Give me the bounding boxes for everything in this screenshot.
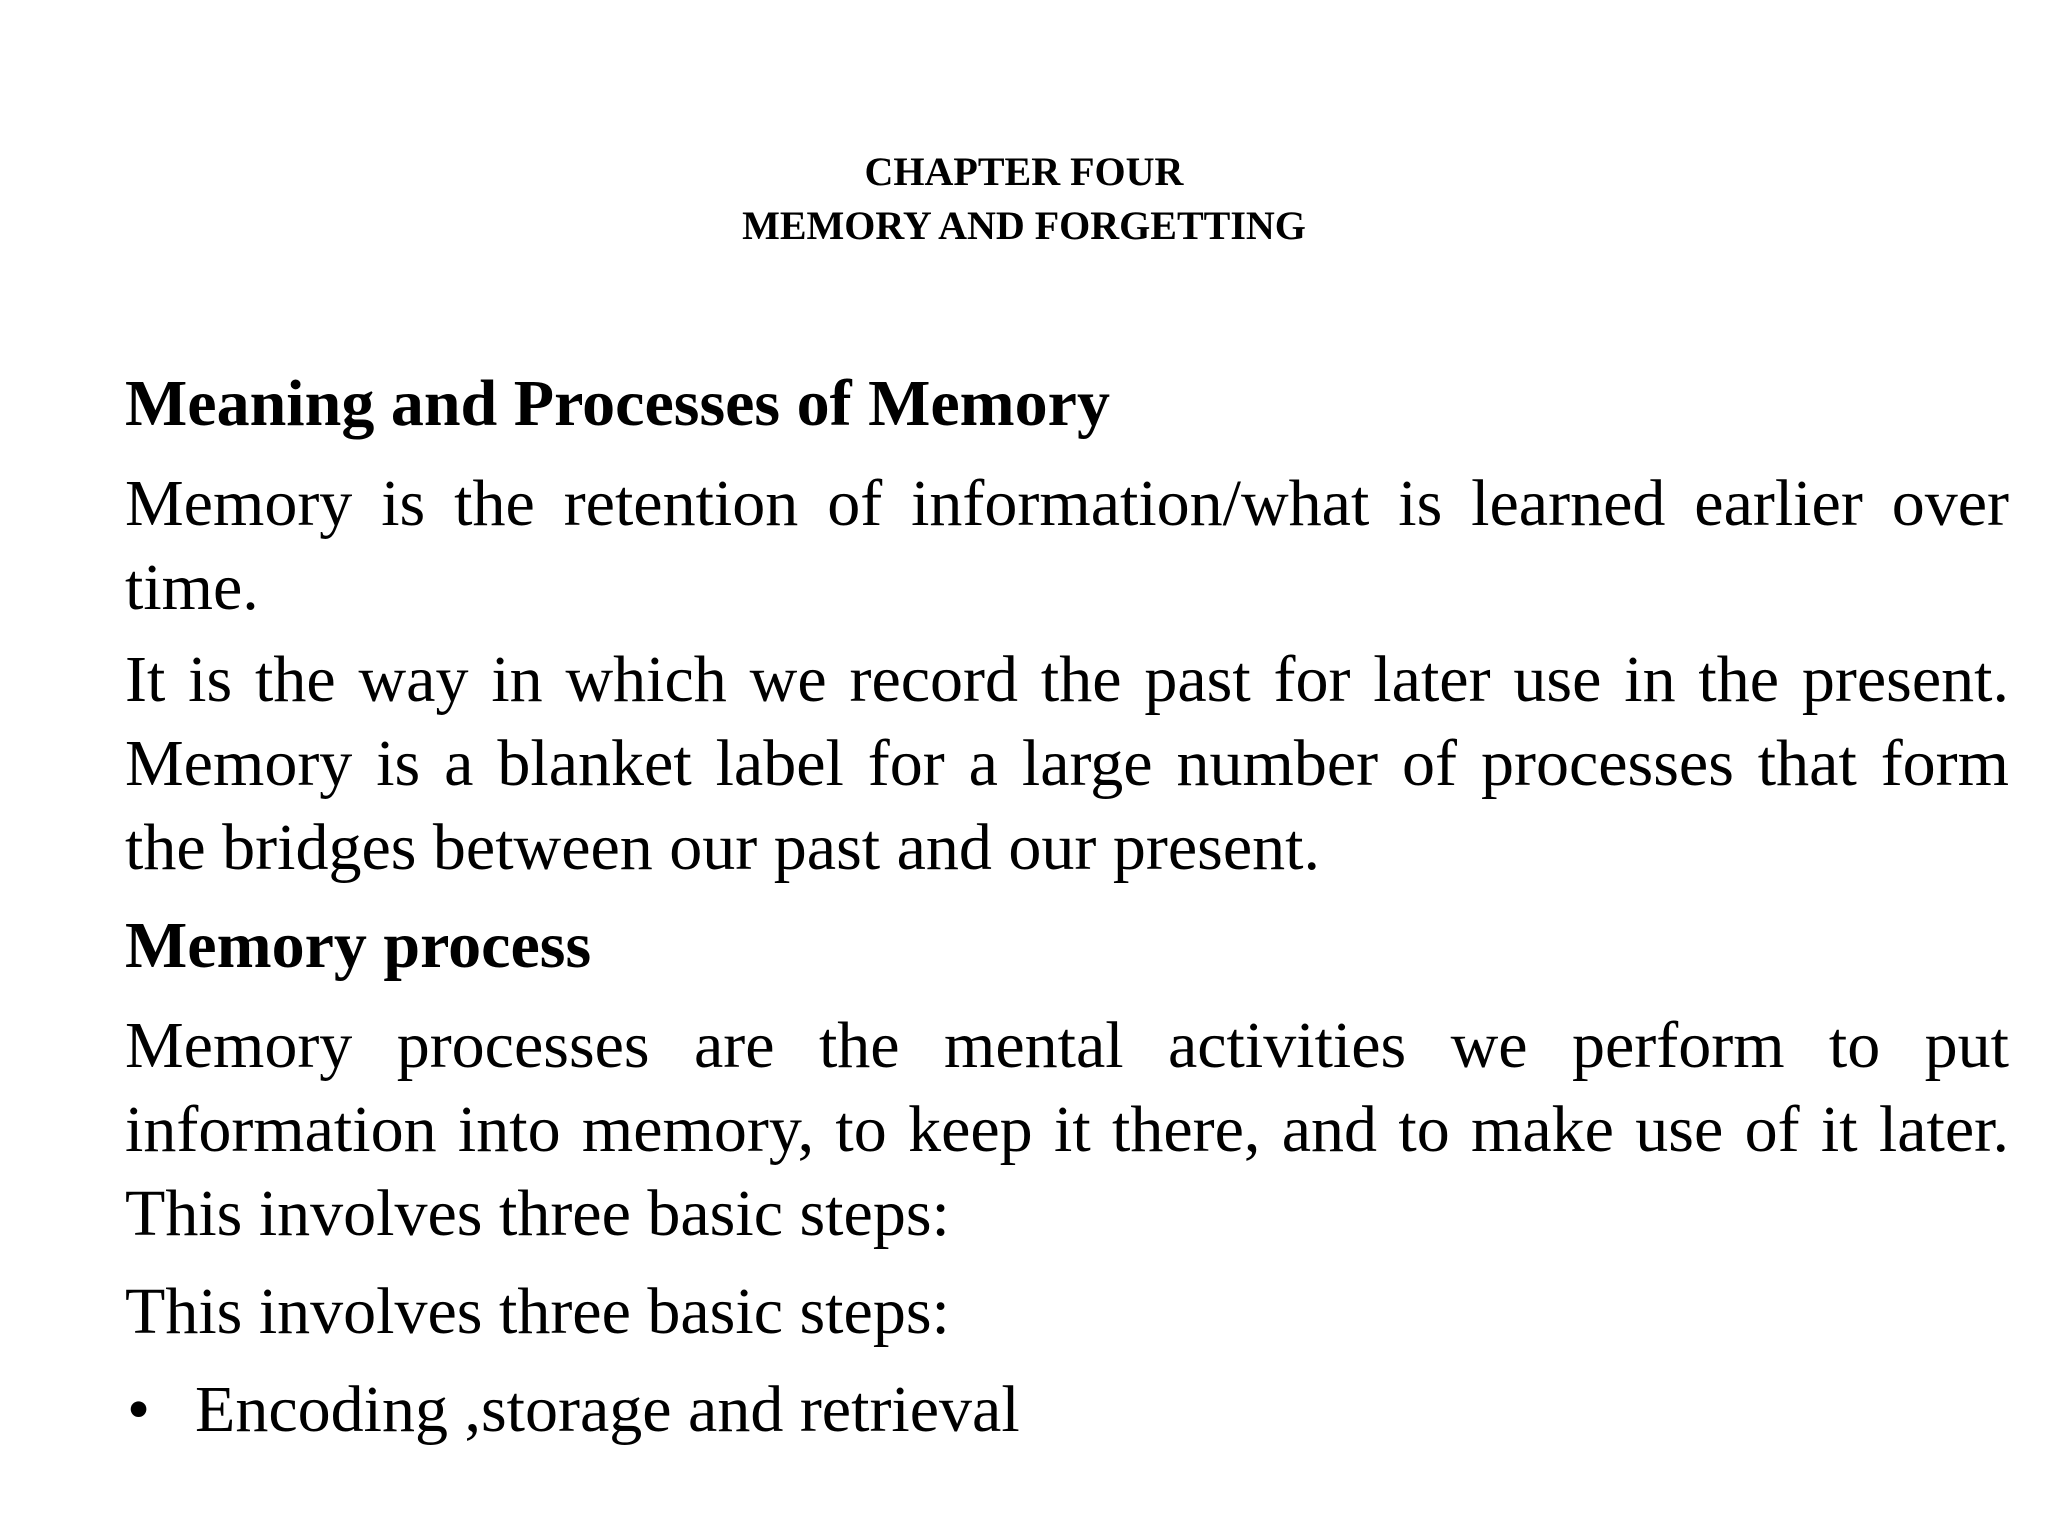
paragraph-three-steps: This involves three basic steps: (125, 1275, 950, 1348)
list-item-text: Encoding ,storage and retrieval (195, 1373, 1020, 1446)
paragraph-memory-processes: Memory processes are the mental activities we perform to put information into memory, to keep it there, and to make use of it later. This involves three basic steps: (125, 1009, 2009, 1250)
bullet-icon: • (127, 1373, 151, 1446)
list-item (125, 1368, 2009, 1452)
section-heading-meaning: Meaning and Processes of Memory (125, 367, 1110, 440)
chapter-number: CHAPTER FOUR (864, 149, 1184, 194)
paragraph-record-past: It is the way in which we record the past for later use in the present. Memory is a blanket label for a large number of processes that form the bridges between our past and our present. (125, 643, 2009, 884)
section-heading-memory-process: Memory process (125, 909, 592, 982)
paragraph-definition: Memory is the retention of information/what is learned earlier over time. (125, 467, 2009, 624)
chapter-header (0, 145, 2048, 253)
steps-list (125, 1368, 2009, 1452)
chapter-title: MEMORY AND FORGETTING (742, 203, 1306, 248)
slide-content (125, 362, 2009, 1452)
